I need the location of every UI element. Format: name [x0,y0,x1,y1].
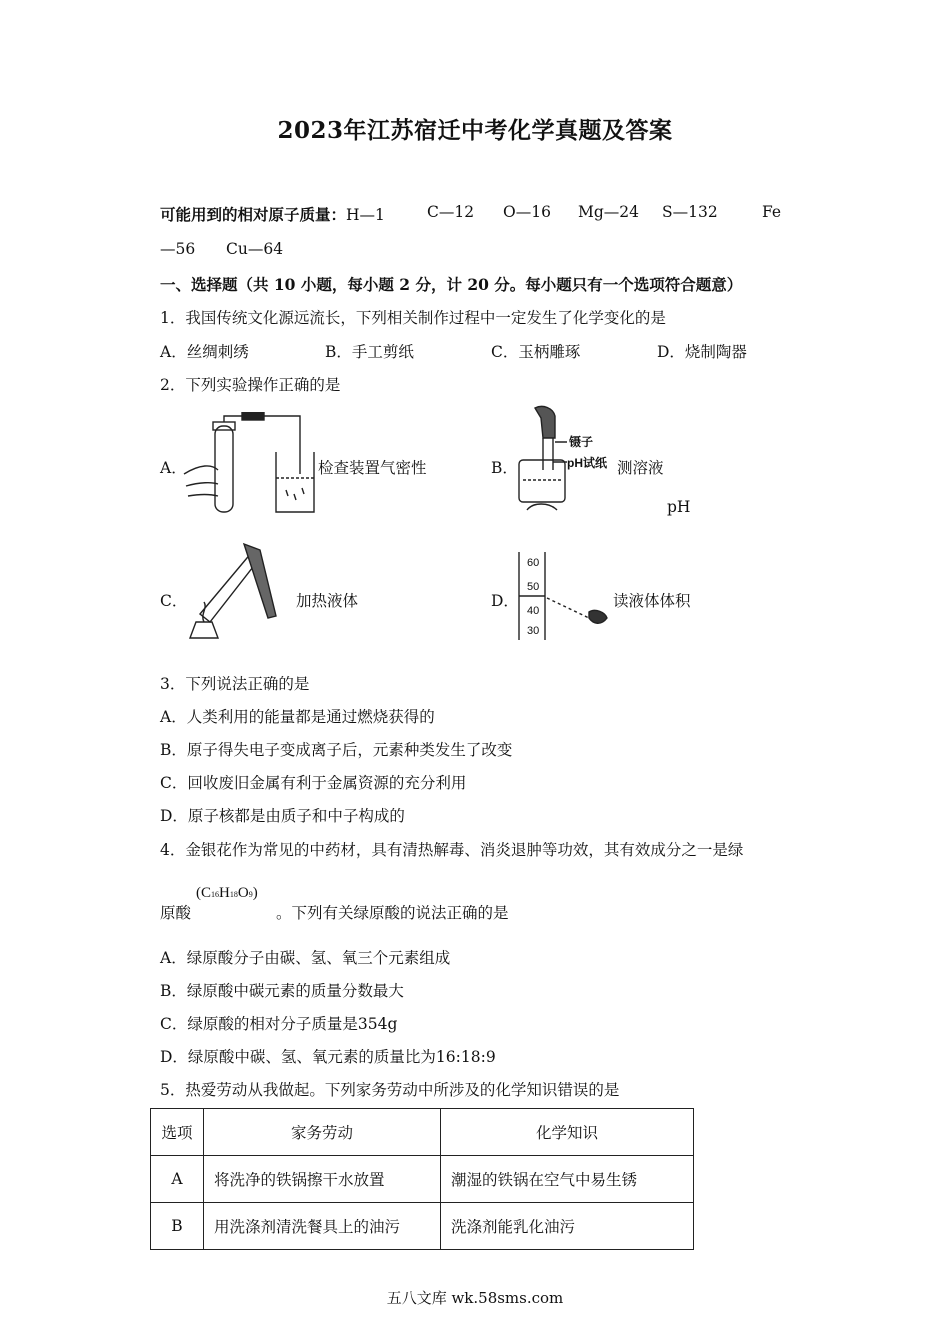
heating-liquid-figure [180,542,292,642]
graduated-cylinder-figure [515,552,613,642]
question-3-option-a: A．人类利用的能量都是通过燃烧获得的 [160,708,435,726]
table-cell: 将洗净的铁锅擦干水放置 [204,1156,441,1203]
atomic-mass-line [160,203,385,225]
chemical-formula [196,885,258,902]
formula-subscript: 18 [229,890,238,899]
question-2-option-d-letter: D． [491,592,519,610]
table-header-cell: 家务劳动 [204,1109,441,1156]
question-2-option-b-caption: 测溶液 [617,459,664,477]
formula-element: C [201,885,212,901]
table-cell: 潮湿的铁锅在空气中易生锈 [441,1156,694,1203]
question-1-stem: 1．我国传统文化源远流长，下列相关制作过程中一定发生了化学变化的是 [160,309,666,327]
formula-paren: ) [252,885,258,901]
question-2-option-d-caption: 读液体体积 [613,592,691,610]
question-4-stem-pre: 原酸 [160,904,192,922]
question-4-option-b: B．绿原酸中碳元素的质量分数最大 [160,982,404,1000]
formula-element: H [219,885,230,901]
question-3-stem: 3．下列说法正确的是 [160,675,310,693]
atomic-mass-item: Fe [762,203,782,221]
atomic-mass-item: O—16 [503,203,551,221]
table-cell: 洗涤剂能乳化油污 [441,1203,694,1250]
airtightness-apparatus-figure [180,412,315,516]
formula-subscript: 9 [248,890,253,899]
question-4-option-a: A．绿原酸分子由碳、氢、氧三个元素组成 [160,949,451,967]
table-cell: A [151,1156,204,1203]
section-heading: 一、选择题（共 10 小题，每小题 2 分，计 20 分。每小题只有一个选项符合题意） [160,275,743,294]
table-row [151,1156,694,1203]
question-1-option-d: D．烧制陶器 [657,343,747,361]
table-header-cell: 选项 [151,1109,204,1156]
formula-paren: ( [196,885,201,901]
question-1-option-c: C．玉柄雕琢 [491,343,581,361]
formula-subscript: 16 [211,890,220,899]
atomic-mass-item: Mg—24 [578,203,640,221]
question-4-stem: 4．金银花作为常见的中药材，具有清热解毒、消炎退肿等功效，其有效成分之一是绿 [160,841,744,859]
table-cell: 用洗涤剂清洗餐具上的油污 [204,1203,441,1250]
question-3-option-b: B．原子得失电子变成离子后，元素种类发生了改变 [160,741,513,759]
atomic-mass-label: 可能用到的相对原子质量： [160,205,347,224]
question-4-option-c: C．绿原酸的相对分子质量是354g [160,1015,398,1033]
atomic-mass-item: S—132 [662,203,718,221]
atomic-mass-item: Cu—64 [226,240,284,258]
cylinder-tick-label: 50 [527,581,540,593]
atomic-mass-item: H—1 [346,206,385,224]
question-5-stem: 5．热爱劳动从我做起。下列家务劳动中所涉及的化学知识错误的是 [160,1081,620,1099]
table-cell: B [151,1203,204,1250]
table-header-row [151,1109,694,1156]
table-row [151,1203,694,1250]
question-2-option-c-letter: C． [160,592,188,610]
footer-watermark: 五八文库 wk.58sms.com [386,1289,564,1307]
ph-test-figure [513,404,617,516]
atomic-mass-item: C—12 [427,203,475,221]
question-5-table [150,1108,694,1250]
atomic-mass-item: —56 [160,240,196,258]
question-4-option-d: D．绿原酸中碳、氢、氧元素的质量比为16:18:9 [160,1048,496,1066]
question-3-option-c: C．回收废旧金属有利于金属资源的充分利用 [160,774,467,792]
question-2-option-c-caption: 加热液体 [296,592,359,610]
cylinder-tick-label: 40 [527,605,540,617]
question-2-option-a-letter: A． [160,459,187,477]
tweezers-label: 镊子 [569,435,594,449]
cylinder-tick-label: 60 [527,557,540,569]
page-title: 2023年江苏宿迁中考化学真题及答案 [277,117,673,144]
question-1-option-a: A．丝绸刺绣 [160,343,249,361]
question-1-option-b: B．手工剪纸 [325,343,414,361]
question-4-stem-post: 。下列有关绿原酸的说法正确的是 [276,904,509,922]
question-2-option-b-caption-2: pH [667,498,691,516]
table-header-cell: 化学知识 [441,1109,694,1156]
cylinder-tick-label: 30 [527,625,540,637]
question-3-option-d: D．原子核都是由质子和中子构成的 [160,807,405,825]
question-2-stem: 2．下列实验操作正确的是 [160,376,341,394]
formula-element: O [237,885,249,901]
ph-paper-label: pH试纸 [567,456,607,470]
question-2-option-b-letter: B． [491,459,518,477]
question-2-option-a-caption: 检查装置气密性 [318,459,427,477]
